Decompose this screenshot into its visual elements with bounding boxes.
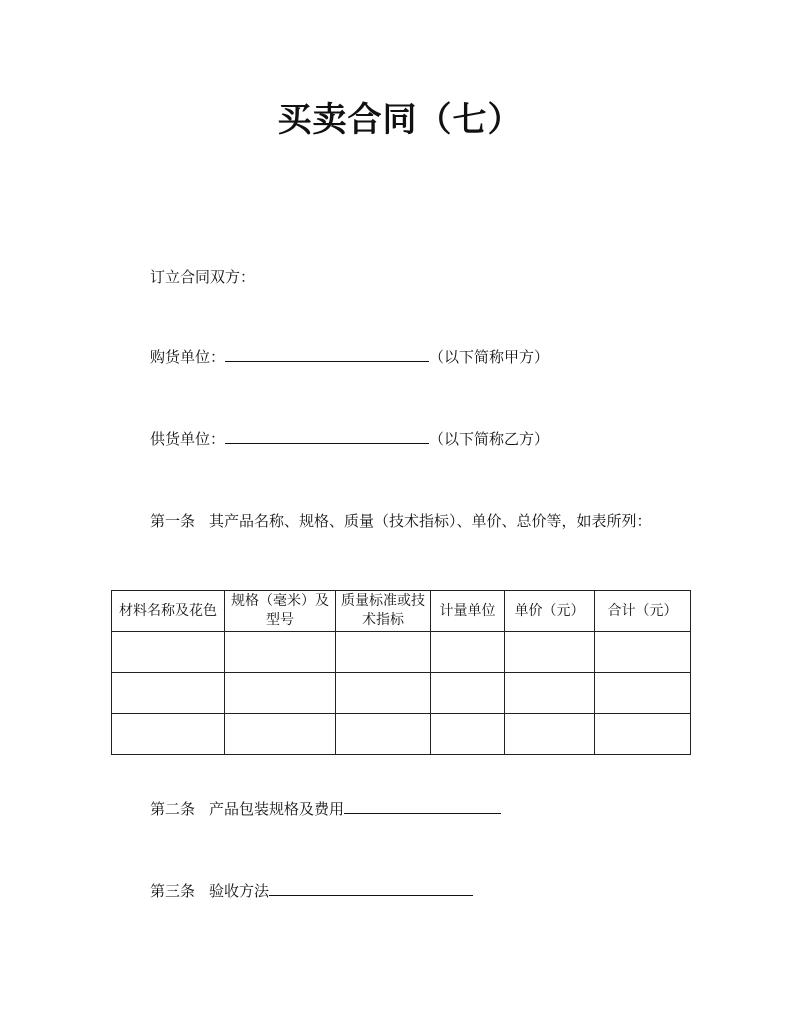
clause-3 bbox=[150, 880, 473, 901]
table-cell[interactable] bbox=[595, 632, 691, 673]
table-cell[interactable] bbox=[112, 714, 225, 755]
buyer-suffix: （以下简称甲方） bbox=[429, 348, 550, 366]
clause-2-blank[interactable] bbox=[344, 799, 501, 814]
table-cell[interactable] bbox=[505, 673, 595, 714]
buyer-label: 购货单位： bbox=[150, 348, 226, 366]
table-cell[interactable] bbox=[112, 632, 225, 673]
table-cell[interactable] bbox=[431, 673, 505, 714]
buyer-line bbox=[150, 346, 549, 367]
table-cell[interactable] bbox=[225, 632, 336, 673]
header-unit-price: 单价（元） bbox=[505, 591, 595, 632]
table-cell[interactable] bbox=[505, 714, 595, 755]
table-row bbox=[112, 673, 691, 714]
parties-heading: 订立合同双方： bbox=[150, 268, 256, 286]
table-cell[interactable] bbox=[225, 714, 336, 755]
buyer-blank[interactable] bbox=[225, 347, 429, 362]
clause-2-text: 产品包装规格及费用 bbox=[209, 800, 345, 818]
clause-1-number: 第一条 bbox=[150, 512, 196, 530]
clause-1 bbox=[150, 510, 652, 531]
clause-3-blank[interactable] bbox=[269, 881, 473, 896]
table-header-row bbox=[112, 591, 691, 632]
table-cell[interactable] bbox=[595, 714, 691, 755]
table-cell[interactable] bbox=[505, 632, 595, 673]
table-cell[interactable] bbox=[431, 632, 505, 673]
header-spec: 规格（毫米）及型号 bbox=[225, 591, 336, 632]
table-row bbox=[112, 714, 691, 755]
clause-2-number: 第二条 bbox=[150, 800, 196, 818]
table-cell[interactable] bbox=[595, 673, 691, 714]
seller-line bbox=[150, 428, 549, 449]
header-quality: 质量标准或技术指标 bbox=[336, 591, 431, 632]
seller-label: 供货单位： bbox=[150, 430, 226, 448]
seller-suffix: （以下简称乙方） bbox=[429, 430, 550, 448]
table-cell[interactable] bbox=[336, 632, 431, 673]
clause-2 bbox=[150, 798, 501, 819]
header-unit: 计量单位 bbox=[431, 591, 505, 632]
seller-blank[interactable] bbox=[225, 429, 429, 444]
table-cell[interactable] bbox=[225, 673, 336, 714]
table-cell[interactable] bbox=[112, 673, 225, 714]
header-material: 材料名称及花色 bbox=[112, 591, 225, 632]
table-row bbox=[112, 632, 691, 673]
clause-1-text: 其产品名称、规格、质量（技术指标）、单价、总价等，如表所列： bbox=[209, 512, 652, 530]
table-cell[interactable] bbox=[336, 673, 431, 714]
table-cell[interactable] bbox=[336, 714, 431, 755]
goods-table bbox=[111, 590, 691, 755]
table-cell[interactable] bbox=[431, 714, 505, 755]
clause-3-text: 验收方法 bbox=[209, 882, 270, 900]
contract-title: 买卖合同（七） bbox=[277, 100, 523, 140]
header-total: 合计（元） bbox=[595, 591, 691, 632]
clause-3-number: 第三条 bbox=[150, 882, 196, 900]
